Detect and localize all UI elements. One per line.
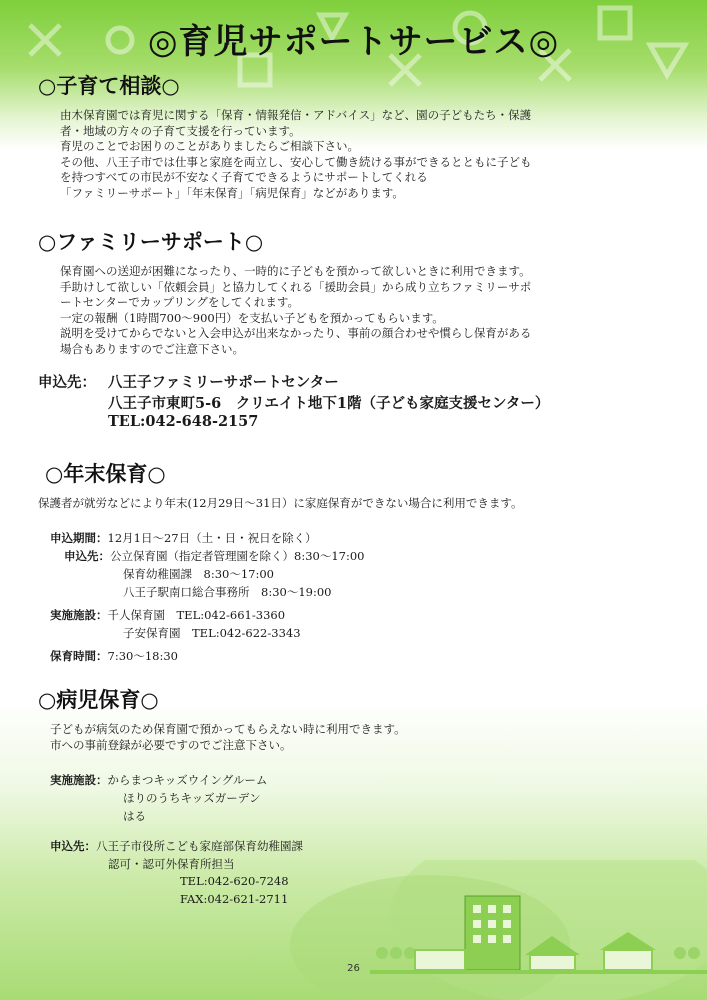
family-line: 説明を受けてからでないと入会申込が出来なかったり、事前の顔合わせや慣らし保育がある bbox=[60, 326, 532, 340]
family-apply-label: 申込先： bbox=[38, 374, 96, 391]
sick-apply-row bbox=[50, 838, 303, 854]
town-illustration bbox=[0, 860, 707, 1000]
sick-facility-line: ほりのうちキッズガーデン bbox=[123, 791, 261, 805]
yearend-heading: ○年末保育○ bbox=[45, 462, 166, 486]
consult-heading: ○子育て相談○ bbox=[38, 74, 180, 98]
yearend-apply-label: 申込先： bbox=[64, 549, 110, 563]
sick-child-body bbox=[50, 722, 406, 753]
sick-apply-tel: TEL:042-620-7248 bbox=[180, 874, 289, 888]
family-apply-center: 八王子ファミリーサポートセンター bbox=[108, 374, 339, 391]
yearend-period-label: 申込期間： bbox=[50, 531, 108, 545]
yearend-facility-row bbox=[50, 607, 285, 623]
consult-line: 由木保育園では育児に関する「保育・情報発信・アドバイス」など、園の子どもたち・保護 bbox=[60, 108, 532, 122]
consult-body bbox=[60, 108, 532, 201]
yearend-hours-value: 7:30～18:30 bbox=[107, 649, 178, 663]
sick-apply-label: 申込先： bbox=[50, 839, 96, 853]
sick-facility-row bbox=[50, 772, 267, 788]
page-number: 26 bbox=[347, 963, 360, 974]
consult-line: を持つすべての市民が不安なく子育てできるようにサポートしてくれる bbox=[60, 170, 428, 184]
yearend-period-row bbox=[50, 530, 317, 546]
family-line: ートセンターでカップリングをしてくれます。 bbox=[60, 295, 299, 309]
yearend-apply-line: 八王子駅南口総合事務所 8:30～19:00 bbox=[123, 585, 332, 599]
yearend-intro: 保護者が就労などにより年末(12月29日～31日）に家庭保育ができない場合に利用できます。 bbox=[38, 496, 523, 510]
consult-line: 育児のことでお困りのことがありましたらご相談下さい。 bbox=[60, 139, 359, 153]
sick-facility-line: からまつキッズウイングルーム bbox=[107, 773, 268, 787]
consult-line: その他、八王子市では仕事と家庭を両立し、安心して働き続ける事ができるとともに子ども bbox=[60, 154, 532, 169]
sick-apply-fax: FAX:042-621-2711 bbox=[180, 892, 289, 906]
sick-apply-line: 認可・認可外保育所担当 bbox=[108, 857, 235, 871]
consult-line: 「ファミリーサポート」「年末保育」「病児保育」などがあります。 bbox=[60, 185, 404, 200]
yearend-apply-line: 公立保育園（指定者管理園を除く）8:30～17:00 bbox=[110, 549, 365, 563]
yearend-apply-line: 保育幼稚園課 8:30～17:00 bbox=[123, 567, 274, 581]
family-line: 保育園への送迎が困難になったり、一時的に子どもを預かって欲しいときに利用できます。 bbox=[60, 264, 531, 278]
sick-line: 市への事前登録が必要ですのでご注意下さい。 bbox=[50, 737, 292, 752]
yearend-hours-label: 保育時間： bbox=[50, 649, 108, 663]
family-line: 場合もありますのでご注意下さい。 bbox=[60, 341, 244, 356]
family-line: 手助けして欲しい「依頼会員」と協力してくれる「援助会員」から成り立ちファミリーサポ bbox=[60, 279, 532, 294]
yearend-facility-line: 千人保育園 TEL:042-661-3360 bbox=[107, 608, 286, 622]
office-building-icon bbox=[465, 896, 520, 970]
family-apply-tel: TEL:042-648-2157 bbox=[108, 413, 259, 430]
yearend-hours-row bbox=[50, 648, 178, 664]
sick-facility-line: はる bbox=[123, 809, 146, 823]
family-line: 一定の報酬（1時間700～900円）を支払い子どもを預かってもらいます。 bbox=[60, 310, 444, 325]
family-apply-address: 八王子市東町5-6 クリエイト地下1階（子ども家庭支援センター） bbox=[108, 395, 550, 412]
sick-child-heading: ○病児保育○ bbox=[38, 688, 159, 712]
yearend-period-value: 12月1日～27日（土・日・祝日を除く） bbox=[107, 531, 317, 545]
family-support-heading: ○ファミリーサポート○ bbox=[38, 230, 264, 254]
yearend-facility-line: 子安保育園 TEL:042-622-3343 bbox=[123, 626, 301, 640]
yearend-apply-row bbox=[64, 548, 364, 564]
yearend-facility-label: 実施施設： bbox=[50, 608, 108, 622]
page-title: ◎育児サポートサービス◎ bbox=[147, 22, 560, 62]
family-support-body bbox=[60, 264, 531, 357]
sick-line: 子どもが病気のため保育園で預かってもらえない時に利用できます。 bbox=[50, 722, 406, 736]
consult-line: 者・地域の方々の子育て支援を行っています。 bbox=[60, 123, 301, 138]
sick-apply-line: 八王子市役所こども家庭部保育幼稚園課 bbox=[96, 839, 303, 853]
sick-facility-label: 実施施設： bbox=[50, 773, 108, 787]
